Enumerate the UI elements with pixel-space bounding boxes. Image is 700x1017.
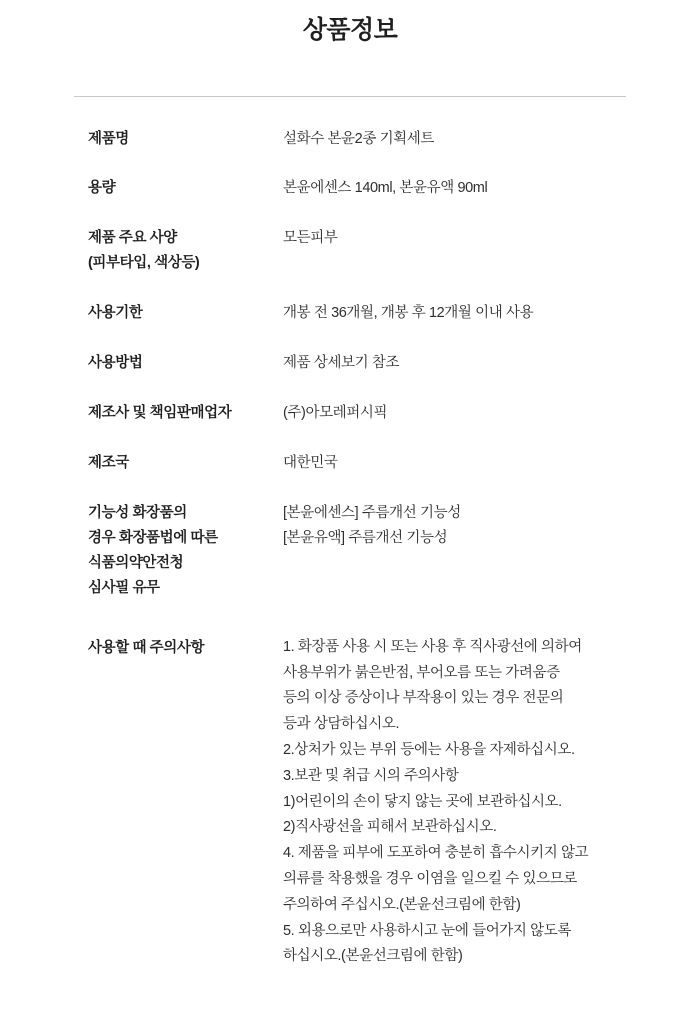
caution-line: 2.상처가 있는 부위 등에는 사용을 자제하십시오. bbox=[283, 741, 575, 758]
spec-label-line: 제품명 bbox=[88, 130, 129, 147]
spec-label bbox=[88, 351, 283, 376]
spec-label bbox=[88, 451, 283, 476]
spec-label-line: 심사필 유무 bbox=[88, 579, 160, 596]
caution-line: 의류를 착용했을 경우 이염을 일으킬 수 있으므로 bbox=[283, 870, 577, 887]
spec-label-line: 경우 화장품법에 따른 bbox=[88, 529, 218, 546]
table-row bbox=[0, 501, 700, 601]
spec-value bbox=[283, 301, 700, 326]
spec-label-line: 용량 bbox=[88, 180, 116, 197]
table-row bbox=[0, 226, 700, 276]
spec-value-line: 제품 상세보기 참조 bbox=[283, 355, 400, 372]
caution-row bbox=[0, 635, 700, 970]
table-row bbox=[0, 176, 700, 201]
table-row bbox=[0, 401, 700, 426]
spec-value-line: [본윤유액] 주름개선 기능성 bbox=[283, 529, 448, 546]
caution-line: 등의 이상 증상이나 부작용이 있는 경우 전문의 bbox=[283, 690, 564, 707]
caution-line: 2)직사광선을 피해서 보관하십시오. bbox=[283, 819, 497, 836]
table-row bbox=[0, 127, 700, 152]
spec-label bbox=[88, 501, 283, 601]
spec-value bbox=[283, 226, 700, 251]
spec-label-line: 기능성 화장품의 bbox=[88, 505, 187, 521]
caution-line: 5. 외용으로만 사용하시고 눈에 들어가지 않도록 bbox=[283, 922, 571, 939]
spec-value bbox=[283, 451, 700, 476]
spec-value-line: 설화수 본윤2종 기획세트 bbox=[283, 130, 434, 147]
spec-label-line: 식품의약안전청 bbox=[88, 554, 184, 571]
caution-line: 3.보관 및 취급 시의 주의사항 bbox=[283, 767, 459, 784]
spec-value-line: [본윤에센스] 주름개선 기능성 bbox=[283, 505, 461, 521]
table-row bbox=[0, 451, 700, 476]
spec-label-line: 제품 주요 사양 bbox=[88, 230, 177, 247]
spec-value-line: 대한민국 bbox=[283, 455, 338, 472]
table-row bbox=[0, 351, 700, 376]
caution-line: 1)어린이의 손이 닿지 않는 곳에 보관하십시오. bbox=[283, 793, 562, 810]
bottom-spacer bbox=[0, 970, 700, 988]
spec-label-line: 사용방법 bbox=[88, 355, 143, 372]
spec-label-line: 제조사 및 책임판매업자 bbox=[88, 405, 232, 422]
caution-line: 사용부위가 붉은반점, 부어오름 또는 가려움증 bbox=[283, 664, 560, 681]
page-title: 상품정보 bbox=[302, 16, 398, 44]
spec-label bbox=[88, 176, 283, 201]
spec-label bbox=[88, 401, 283, 426]
caution-line: 1. 화장품 사용 시 또는 사용 후 직사광선에 의하여 bbox=[283, 638, 582, 655]
spec-value-line: (주)아모레퍼시픽 bbox=[283, 405, 388, 422]
spec-value-line: 본윤에센스 140ml, 본윤유액 90ml bbox=[283, 180, 488, 197]
spec-label bbox=[88, 301, 283, 326]
spec-value bbox=[283, 127, 700, 152]
table-row bbox=[0, 301, 700, 326]
caution-text bbox=[283, 635, 700, 970]
spec-value bbox=[283, 401, 700, 426]
spec-value bbox=[283, 176, 700, 201]
caution-label: 사용할 때 주의사항 bbox=[88, 639, 205, 656]
spec-table bbox=[0, 127, 700, 971]
caution-line: 등과 상담하십시오. bbox=[283, 716, 400, 733]
title-divider bbox=[74, 96, 626, 97]
spec-label-line: 사용기한 bbox=[88, 305, 143, 322]
spec-value-line: 개봉 전 36개월, 개봉 후 12개월 이내 사용 bbox=[283, 305, 534, 322]
spec-value bbox=[283, 501, 700, 551]
spec-label-line: (피부타입, 색상등) bbox=[88, 255, 200, 272]
spec-value-line: 모든피부 bbox=[283, 230, 338, 247]
caution-line: 4. 제품을 피부에 도포하여 충분히 흡수시키지 않고 bbox=[283, 845, 589, 862]
spec-label-line: 제조국 bbox=[88, 455, 129, 472]
spec-value bbox=[283, 351, 700, 376]
caution-line: 하십시오.(본윤선크림에 한함) bbox=[283, 948, 463, 965]
spec-label bbox=[88, 127, 283, 152]
caution-line: 주의하여 주십시오.(본윤선크림에 한함) bbox=[283, 896, 521, 913]
spec-label bbox=[88, 226, 283, 276]
